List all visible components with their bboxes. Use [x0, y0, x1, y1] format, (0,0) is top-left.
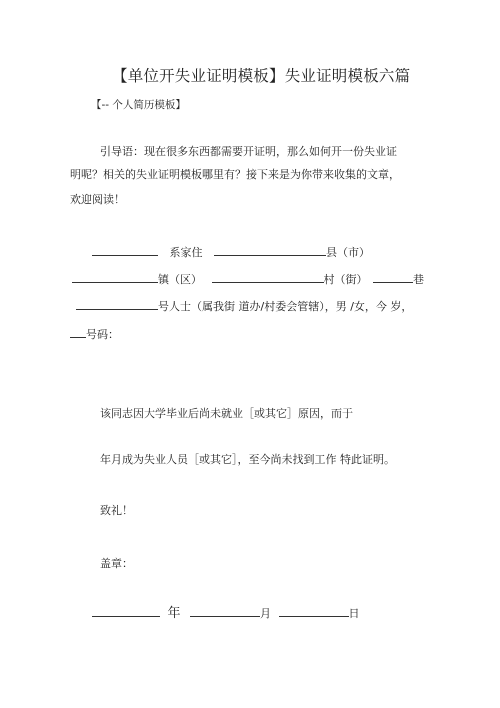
- blank-field[interactable]: [70, 325, 86, 338]
- date-year-label: 年: [167, 606, 181, 621]
- form-line-1: [92, 242, 370, 264]
- form-label: 号码：: [86, 328, 119, 341]
- blank-field[interactable]: [373, 270, 413, 283]
- form-line-4: [70, 324, 119, 346]
- form-label: 镇（区）: [158, 273, 202, 286]
- form-label: 县（市）: [326, 246, 370, 259]
- form-label: 巷: [413, 273, 424, 286]
- blank-field[interactable]: [212, 270, 324, 283]
- body-paragraph-2: 年月成为失业人员［或其它］，至今尚未找到工作 特此证明。: [100, 453, 395, 466]
- form-line-2: [72, 269, 424, 291]
- document-subtitle: 【-- 个人简历模板】: [91, 99, 186, 111]
- blank-field[interactable]: [92, 243, 158, 256]
- intro-line-3: 欢迎阅读！: [70, 193, 125, 206]
- date-day-label: 日: [348, 607, 360, 620]
- closing-salutation: 致礼！: [100, 504, 133, 517]
- blank-field[interactable]: [190, 604, 260, 617]
- date-line: [92, 603, 360, 625]
- blank-field[interactable]: [92, 604, 160, 617]
- form-label: 村（街）: [323, 273, 368, 286]
- form-label: 系家住: [169, 246, 203, 259]
- date-month-label: 月: [260, 607, 272, 620]
- form-line-3: [76, 296, 412, 318]
- blank-field[interactable]: [279, 604, 349, 617]
- intro-line-1: 引导语：现在很多东西都需要开证明，那么如何开一份失业证: [100, 145, 397, 158]
- form-label: 号人士（属我街 道办/村委会管辖），男 /女，今 岁，: [158, 300, 413, 313]
- body-paragraph-1: 该同志因大学毕业后尚未就业［或其它］原因，而于: [100, 407, 353, 420]
- blank-field[interactable]: [76, 297, 158, 310]
- seal-label: 盖章：: [100, 557, 133, 570]
- blank-field[interactable]: [214, 243, 326, 256]
- document-title: 【单位开失业证明模板】失业证明模板六篇: [112, 67, 411, 85]
- intro-line-2: 明呢？相关的失业证明模板哪里有？接下来是为你带来收集的文章，: [70, 168, 400, 181]
- blank-field[interactable]: [72, 270, 158, 283]
